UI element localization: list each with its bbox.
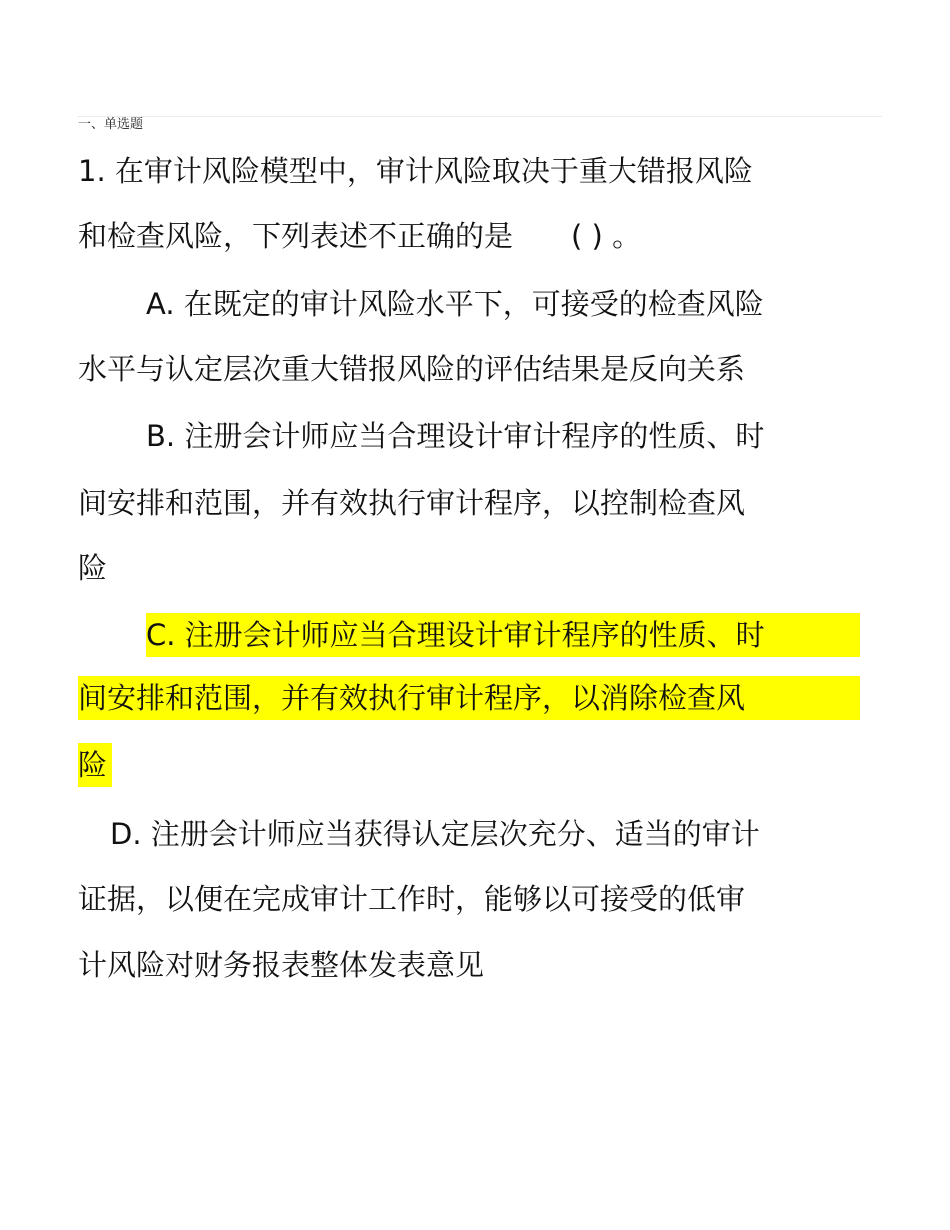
- option-c-line: C. 注册会计师应当合理设计审计程序的性质、时: [146, 613, 860, 657]
- option-b-line: B. 注册会计师应当合理设计审计程序的性质、时: [146, 419, 765, 453]
- option-d-line: D. 注册会计师应当获得认定层次充分、适当的审计: [110, 817, 760, 851]
- option-d-line: 计风险对财务报表整体发表意见: [78, 948, 485, 982]
- question-line: 和检查风险，下列表述不正确的是 ( ) 。: [78, 219, 642, 253]
- option-d-line: 证据，以便在完成审计工作时，能够以可接受的低审: [78, 882, 746, 916]
- question-line: 1. 在审计风险模型中，审计风险取决于重大错报风险: [78, 154, 753, 188]
- option-a-line: A. 在既定的审计风险水平下，可接受的检查风险: [146, 287, 764, 321]
- header-divider: [77, 116, 882, 117]
- option-a-line: 水平与认定层次重大错报风险的评估结果是反向关系: [78, 352, 746, 386]
- option-b-line: 间安排和范围，并有效执行审计程序，以控制检查风: [78, 486, 746, 520]
- option-c-line: 险: [78, 743, 112, 787]
- section-label: 一、单选题: [78, 117, 144, 132]
- option-c-line: 间安排和范围，并有效执行审计程序，以消除检查风: [78, 676, 860, 720]
- option-b-line: 险: [78, 551, 108, 585]
